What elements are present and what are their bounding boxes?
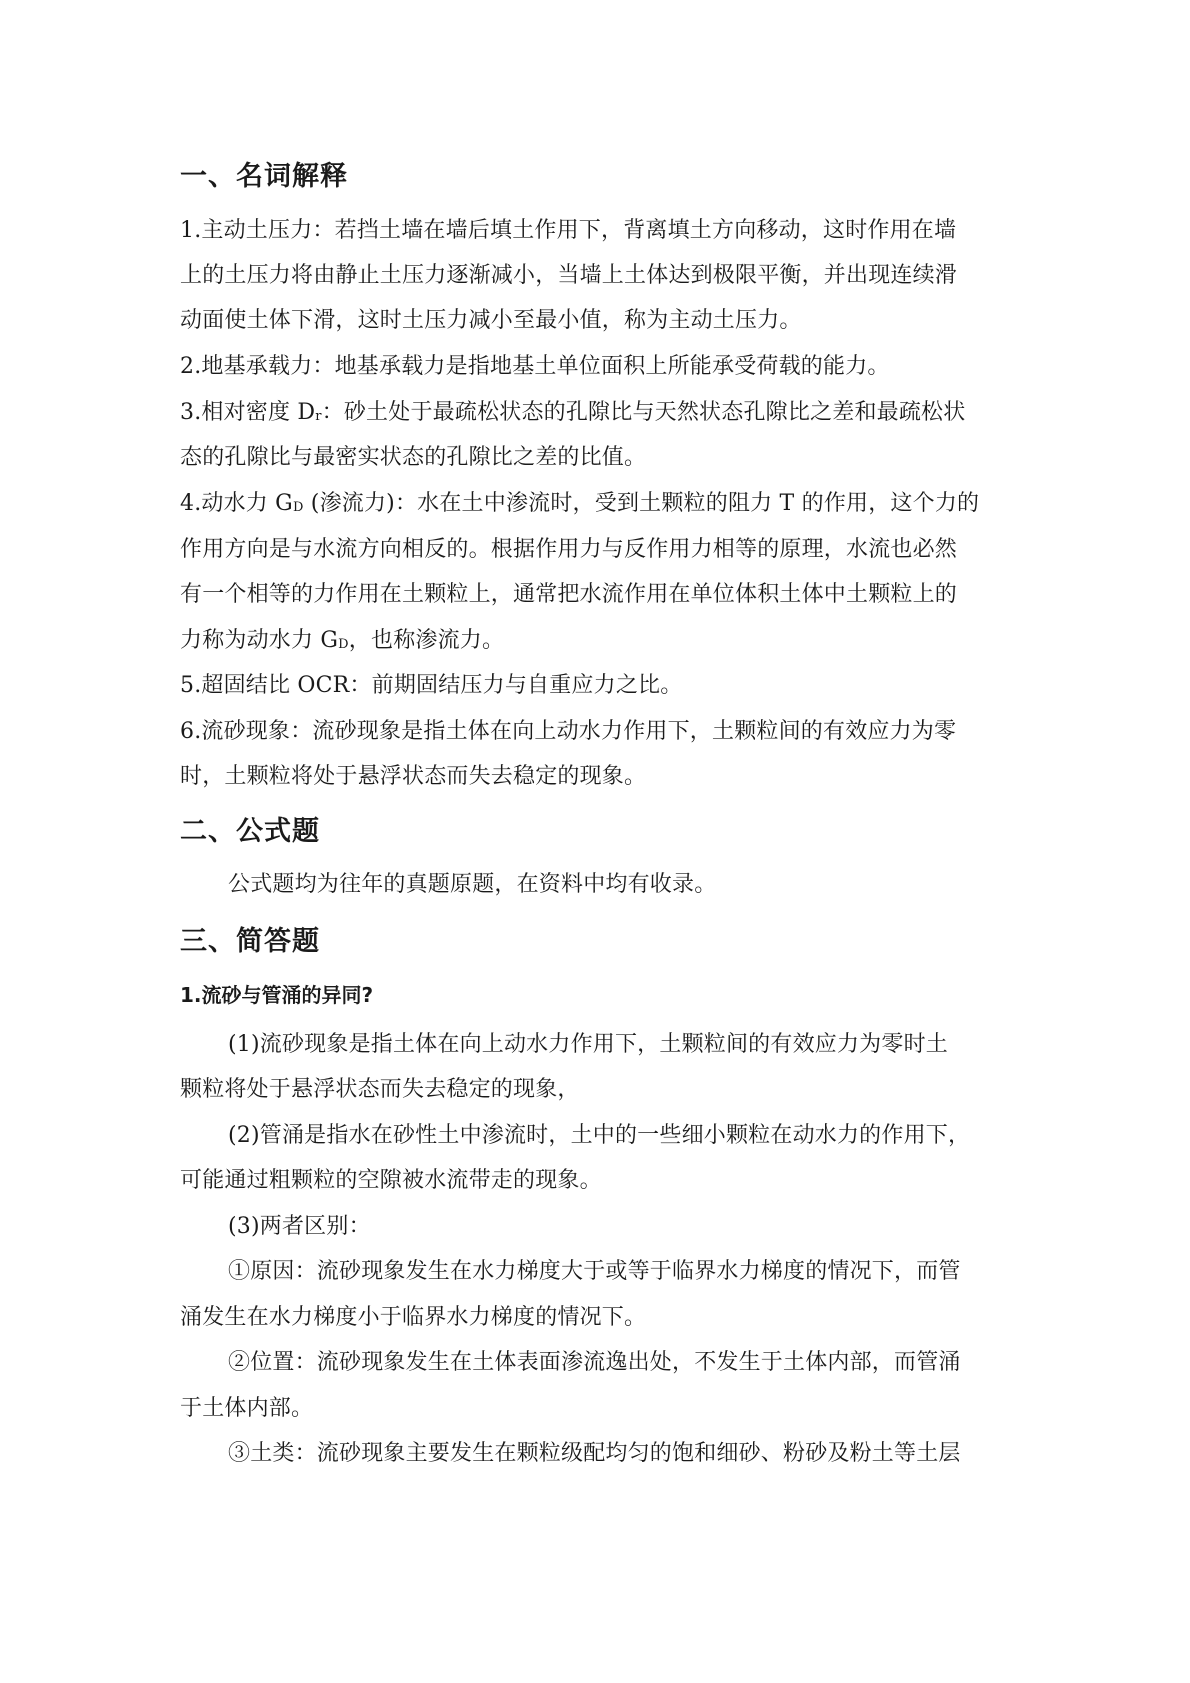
item-5-line-1: 5.超固结比 OCR：前期固结压力与自重应力之比。: [180, 673, 683, 698]
item-1-line-2: 上的土压力将由静止土压力逐渐减小，当墙上土体达到极限平衡，并出现连续滑: [180, 263, 958, 288]
question-1-title: 1.流砂与管涌的异同?: [180, 983, 374, 1007]
item-4-l4-prefix: 力称为动水力 G: [180, 628, 339, 653]
section-3-heading: 三、简答题: [180, 926, 320, 957]
q1-p3-line-1: (3)两者区别：: [228, 1214, 371, 1239]
item-6-line-2: 时，土颗粒将处于悬浮状态而失去稳定的现象。: [180, 764, 647, 789]
q1-p5-line-2: 于土体内部。: [180, 1396, 314, 1421]
item-4-l4-rest: ，也称渗流力。: [348, 628, 505, 653]
q1-p2-line-2: 可能通过粗颗粒的空隙被水流带走的现象。: [180, 1168, 602, 1193]
item-2-line-1: 2.地基承载力：地基承载力是指地基土单位面积上所能承受荷载的能力。: [180, 354, 890, 379]
q1-p2-line-1: (2)管涌是指水在砂性土中渗流时，土中的一些细小颗粒在动水力的作用下，: [228, 1123, 971, 1148]
q1-p4-line-1: ①原因：流砂现象发生在水力梯度大于或等于临界水力梯度的情况下，而管: [228, 1259, 961, 1284]
q1-p6-line-1: ③土类：流砂现象主要发生在颗粒级配均匀的饱和细砂、粉砂及粉土等土层: [228, 1441, 961, 1466]
item-1-line-1: 1.主动土压力：若挡土墙在墙后填土作用下，背离填土方向移动，这时作用在墙: [180, 218, 957, 243]
q1-p4-line-2: 涌发生在水力梯度小于临界水力梯度的情况下。: [180, 1305, 647, 1330]
section-2-heading: 二、公式题: [180, 816, 320, 847]
item-3-line-2: 态的孔隙比与最密实状态的孔隙比之差的比值。: [180, 445, 647, 470]
item-4-line-3: 有一个相等的力作用在土颗粒上，通常把水流作用在单位体积土体中土颗粒上的: [180, 582, 958, 607]
q1-p1-line-1: (1)流砂现象是指土体在向上动水力作用下，土颗粒间的有效应力为零时土: [228, 1032, 948, 1057]
section-2-text: 公式题均为往年的真题原题，在资料中均有收录。: [228, 872, 717, 897]
item-4-subscript: D: [292, 500, 304, 515]
item-3-rest: ：砂土处于最疏松状态的孔隙比与天然状态孔隙比之差和最疏松状: [321, 400, 966, 425]
q1-p1-line-2: 颗粒将处于悬浮状态而失去稳定的现象，: [180, 1077, 580, 1102]
item-3-subscript: r: [315, 409, 322, 424]
q1-p5-line-1: ②位置：流砂现象发生在土体表面渗流逸出处，不发生于土体内部，而管涌: [228, 1350, 961, 1375]
item-4-line-4: [180, 626, 1010, 660]
item-3-prefix: 3.相对密度 D: [180, 400, 316, 425]
item-4-l4-subscript: D: [338, 637, 349, 652]
item-1-line-3: 动面使土体下滑，这时土压力减小至最小值，称为主动土压力。: [180, 308, 802, 333]
item-6-line-1: 6.流砂现象：流砂现象是指土体在向上动水力作用下，土颗粒间的有效应力为零: [180, 719, 957, 744]
section-1-heading: 一、名词解释: [180, 161, 348, 192]
item-4-line-1: [180, 489, 1010, 523]
item-4-line-2: 作用方向是与水流方向相反的。根据作用力与反作用力相等的原理，水流也必然: [180, 537, 958, 562]
item-3-line-1: [180, 398, 1010, 432]
item-4-rest: (渗流力)：水在土中渗流时，受到土颗粒的阻力 T 的作用，这个力的: [303, 491, 980, 516]
item-4-prefix: 4.动水力 G: [180, 491, 293, 516]
